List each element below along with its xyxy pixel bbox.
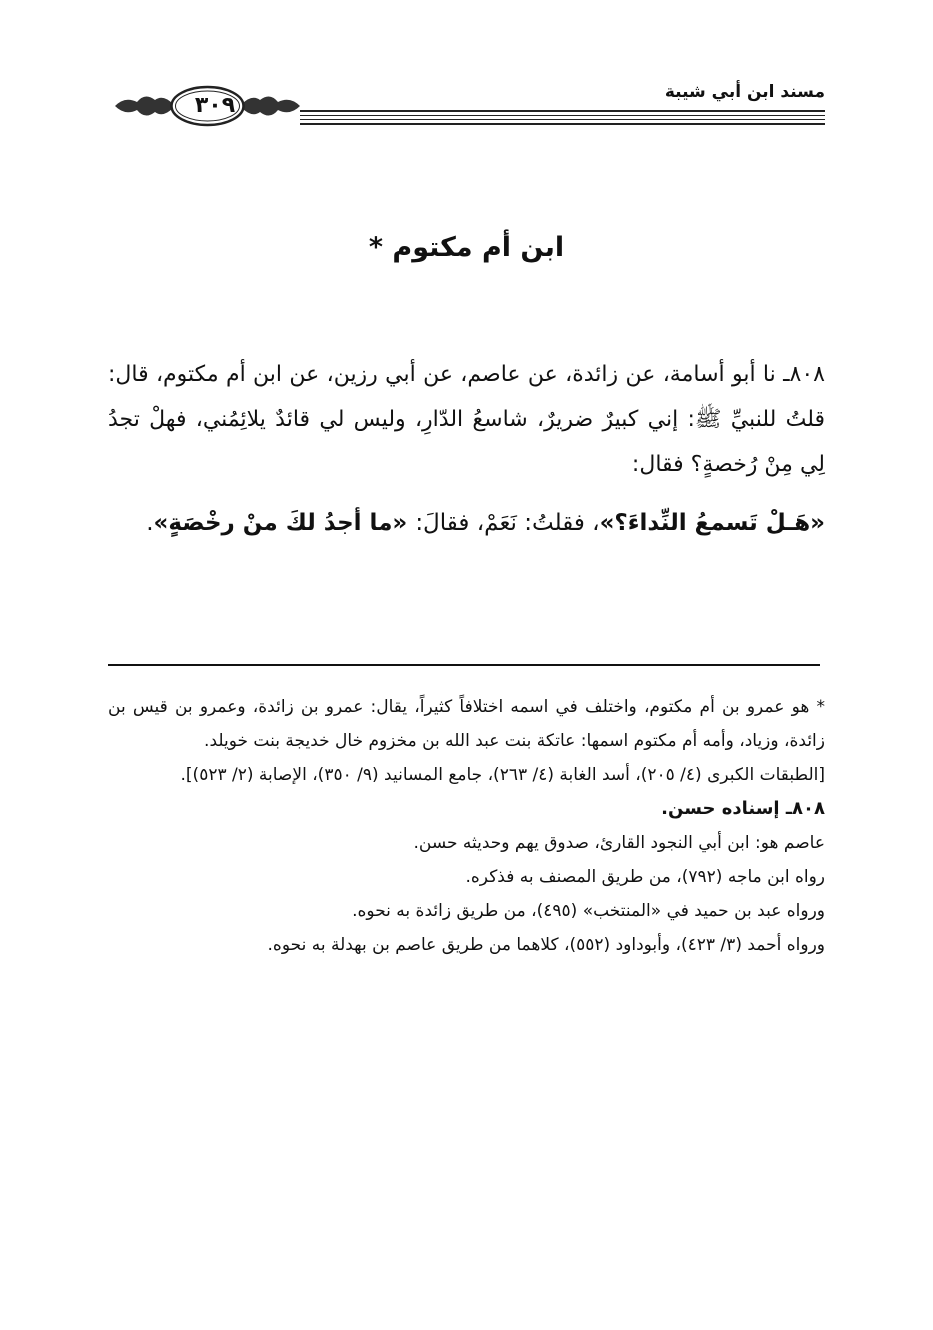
grading-heading: ٨٠٨ـ إسناده حسن. xyxy=(661,798,825,819)
quote-answer: «ما أجدُ لكَ منْ رخْصَةٍ» xyxy=(153,510,408,536)
quote-end: . xyxy=(146,510,154,536)
hadith-quote xyxy=(108,499,825,547)
chapter-title: ابن أم مكتوم * xyxy=(368,232,565,263)
hadith-text: ٨٠٨ـ نا أبو أسامة، عن زائدة، عن عاصم، عن أبي رزين، عن ابن أم مكتوم، قال: قلتُ للنبيِّ ﷺ: إني كبيرٌ ضريرٌ، شاسعُ الدّارِ، وليس لي قائدٌ يلائِمُني، فهلْ تجدُ لِي مِنْ رُخصةٍ؟ فقال: xyxy=(108,362,825,477)
bio-note: * هو عمرو بن أم مكتوم، واختلف في اسمه اختلافاً كثيراً، يقال: عمرو بن زائدة، وعمرو بن قيس بن زائدة، وزياد، وأمه أم مكتوم اسمها: عاتكة بنت عبد الله بن مخزوم خال خديجة بنت خويلد. xyxy=(108,697,825,751)
hadith-body xyxy=(108,352,825,547)
running-title: مسند ابن أبي شيبة xyxy=(664,82,825,102)
source-ibn-majah: رواه ابن ماجه (٧٩٢)، من طريق المصنف به فذكره. xyxy=(465,867,825,887)
header-rules xyxy=(300,110,825,130)
quote-question: «هَـلْ تَسمعُ النِّداءَ؟» xyxy=(599,510,825,536)
narrator-note: عاصم هو: ابن أبي النجود القارئ، صدوق يهم وحديثه حسن. xyxy=(413,833,825,853)
bio-sources: [الطبقات الكبرى (٤/ ٢٠٥)، أسد الغابة (٤/ ٢٦٣)، جامع المسانيد (٩/ ٣٥٠)، الإصابة (٢/ ٥٢٣)]. xyxy=(180,765,825,785)
quote-middle: ، فقلتُ: نَعَمْ، فقالَ: xyxy=(415,510,600,536)
footnotes xyxy=(108,690,825,962)
footnote-divider xyxy=(108,664,820,666)
page-number: ٣٠٩ xyxy=(194,93,236,118)
source-ahmad-abu-dawud: ورواه أحمد (٣/ ٤٢٣)، وأبوداود (٥٥٢)، كلاهما من طريق عاصم بن بهدلة به نحوه. xyxy=(267,935,825,955)
source-abd-ibn-humaid: ورواه عبد بن حميد في «المنتخب» (٤٩٥)، من طريق زائدة به نحوه. xyxy=(352,901,825,921)
